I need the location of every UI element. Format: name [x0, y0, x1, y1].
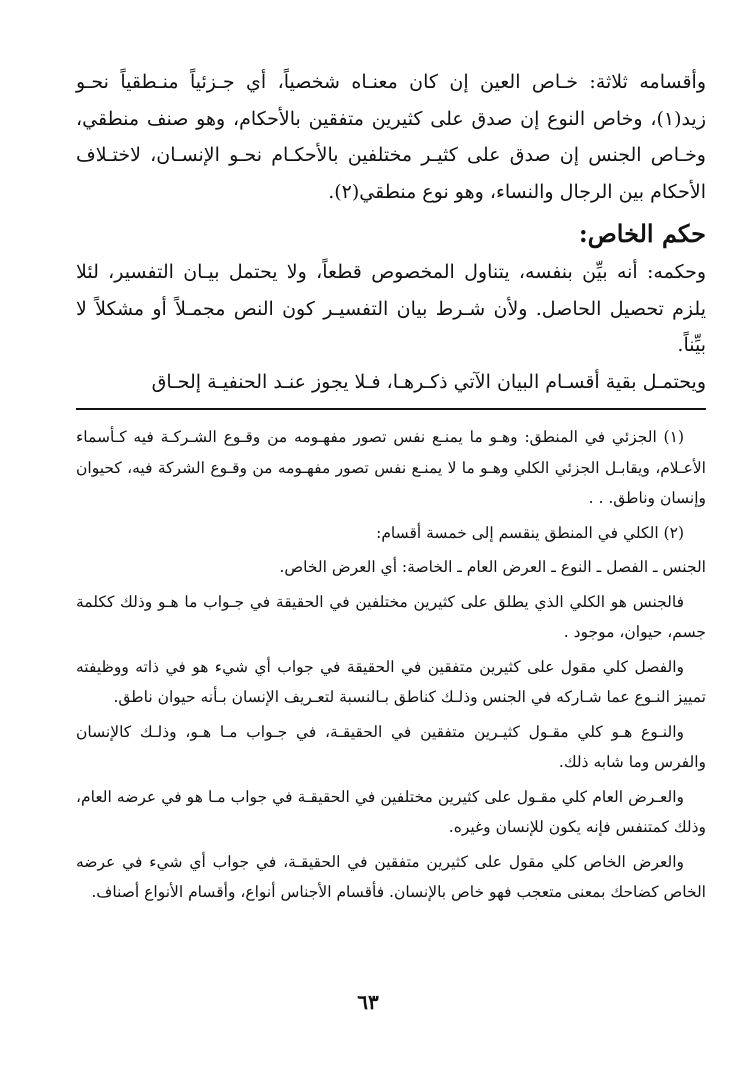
- footnote-2-species: والنـوع هـو كلي مقـول كثيـرين متفقين في الحقيقـة، في جـواب مـا هـو، وذلـك كالإنسان والفرس وما شابه ذلك.: [76, 722, 706, 771]
- footnotes: [76, 422, 706, 908]
- body-paragraph-divisions: وأقسامه ثلاثة: خـاص العين إن كان معنـاه شخصياً، أي جـزئياً منـطقياً نحـو زيد(١)، وخاص النوع إن صدق على كثيرين متفقين بالأحكام، وهو صنف منطقي، وخـاص الجنس إن صدق على كثيـر مختلفين بالأحكـام نحـو الإنسـان، لاختـلاف الأحكام بين الرجال والنساء، وهو نوع منطقي(٢).: [76, 71, 706, 203]
- footnote-2-differentia: والفصل كلي مقول على كثيرين متفقين في الحقيقة في جواب أي شيء هو في ذاته ووظيفته تمييز النـوع عما شـاركه في الجنس وذلـك كناطق بـالنسبة لتعـريف الإنسان بـأنه حيوان ناطق.: [76, 657, 706, 706]
- footnote-2-common-accident: والعـرض العام كلي مقـول على كثيرين مختلفين في الحقيقـة في جواب مـا هو في عرضه العام، وذلك كمتنفس فإنه يكون للإنسان وغيره.: [76, 787, 706, 836]
- body-paragraph-ruling: وحكمه: أنه بيِّن بنفسه، يتناول المخصوص قطعاً، ولا يحتمل بيـان التفسير، لئلا يلزم تحصيل الحاصل. ولأن شـرط بيان التفسيـر كون النص مجمـلاً أو مشكلاً لا بيِّناً.: [76, 261, 706, 356]
- footnote-2-special-accident: والعرض الخاص كلي مقول على كثيرين متفقين في الحقيقـة، في جواب أي شيء في عرضه الخاص كضاحك بمعنى متعجب فهو خاص بالإنسان. فأقسام الأجناس أنواع، وأقسام الأنواع أصناف.: [76, 852, 706, 901]
- page-number: ٦٣: [357, 990, 379, 1014]
- footnote-1: (١) الجزئي في المنطق: وهـو ما يمنـع نفس تصور مفهـومه من وقـوع الشـركـة فيه كـأسماء الأعـلام، ويقابـل الجزئي الكلي وهـو ما لا يمنـع نفس تصور مفهـومه من وقـوع الشركة فيه، كحيوان وإنسان وناطق. . .: [76, 428, 706, 507]
- footnote-separator: [76, 408, 706, 410]
- footnote-2-list: الجنس ـ الفصل ـ النوع ـ العرض العام ـ الخاصة: أي العرض الخاص.: [279, 558, 706, 576]
- section-heading: حكم الخاص:: [578, 219, 706, 248]
- footnote-2-intro: (٢) الكلي في المنطق ينقسم إلى خمسة أقسام:: [376, 523, 684, 542]
- footnote-2-genus: فالجنس هو الكلي الذي يطلق على كثيرين مختلفين في الحقيقة في جـواب ما هـو وذلك ككلمة جسم، حيوان، موجود .: [76, 592, 706, 641]
- page-body: [76, 64, 706, 912]
- body-paragraph-continuation: ويحتمـل بقية أقسـام البيان الآتي ذكـرهـا، فـلا يجوز عنـد الحنفيـة إلحـاق: [151, 370, 706, 393]
